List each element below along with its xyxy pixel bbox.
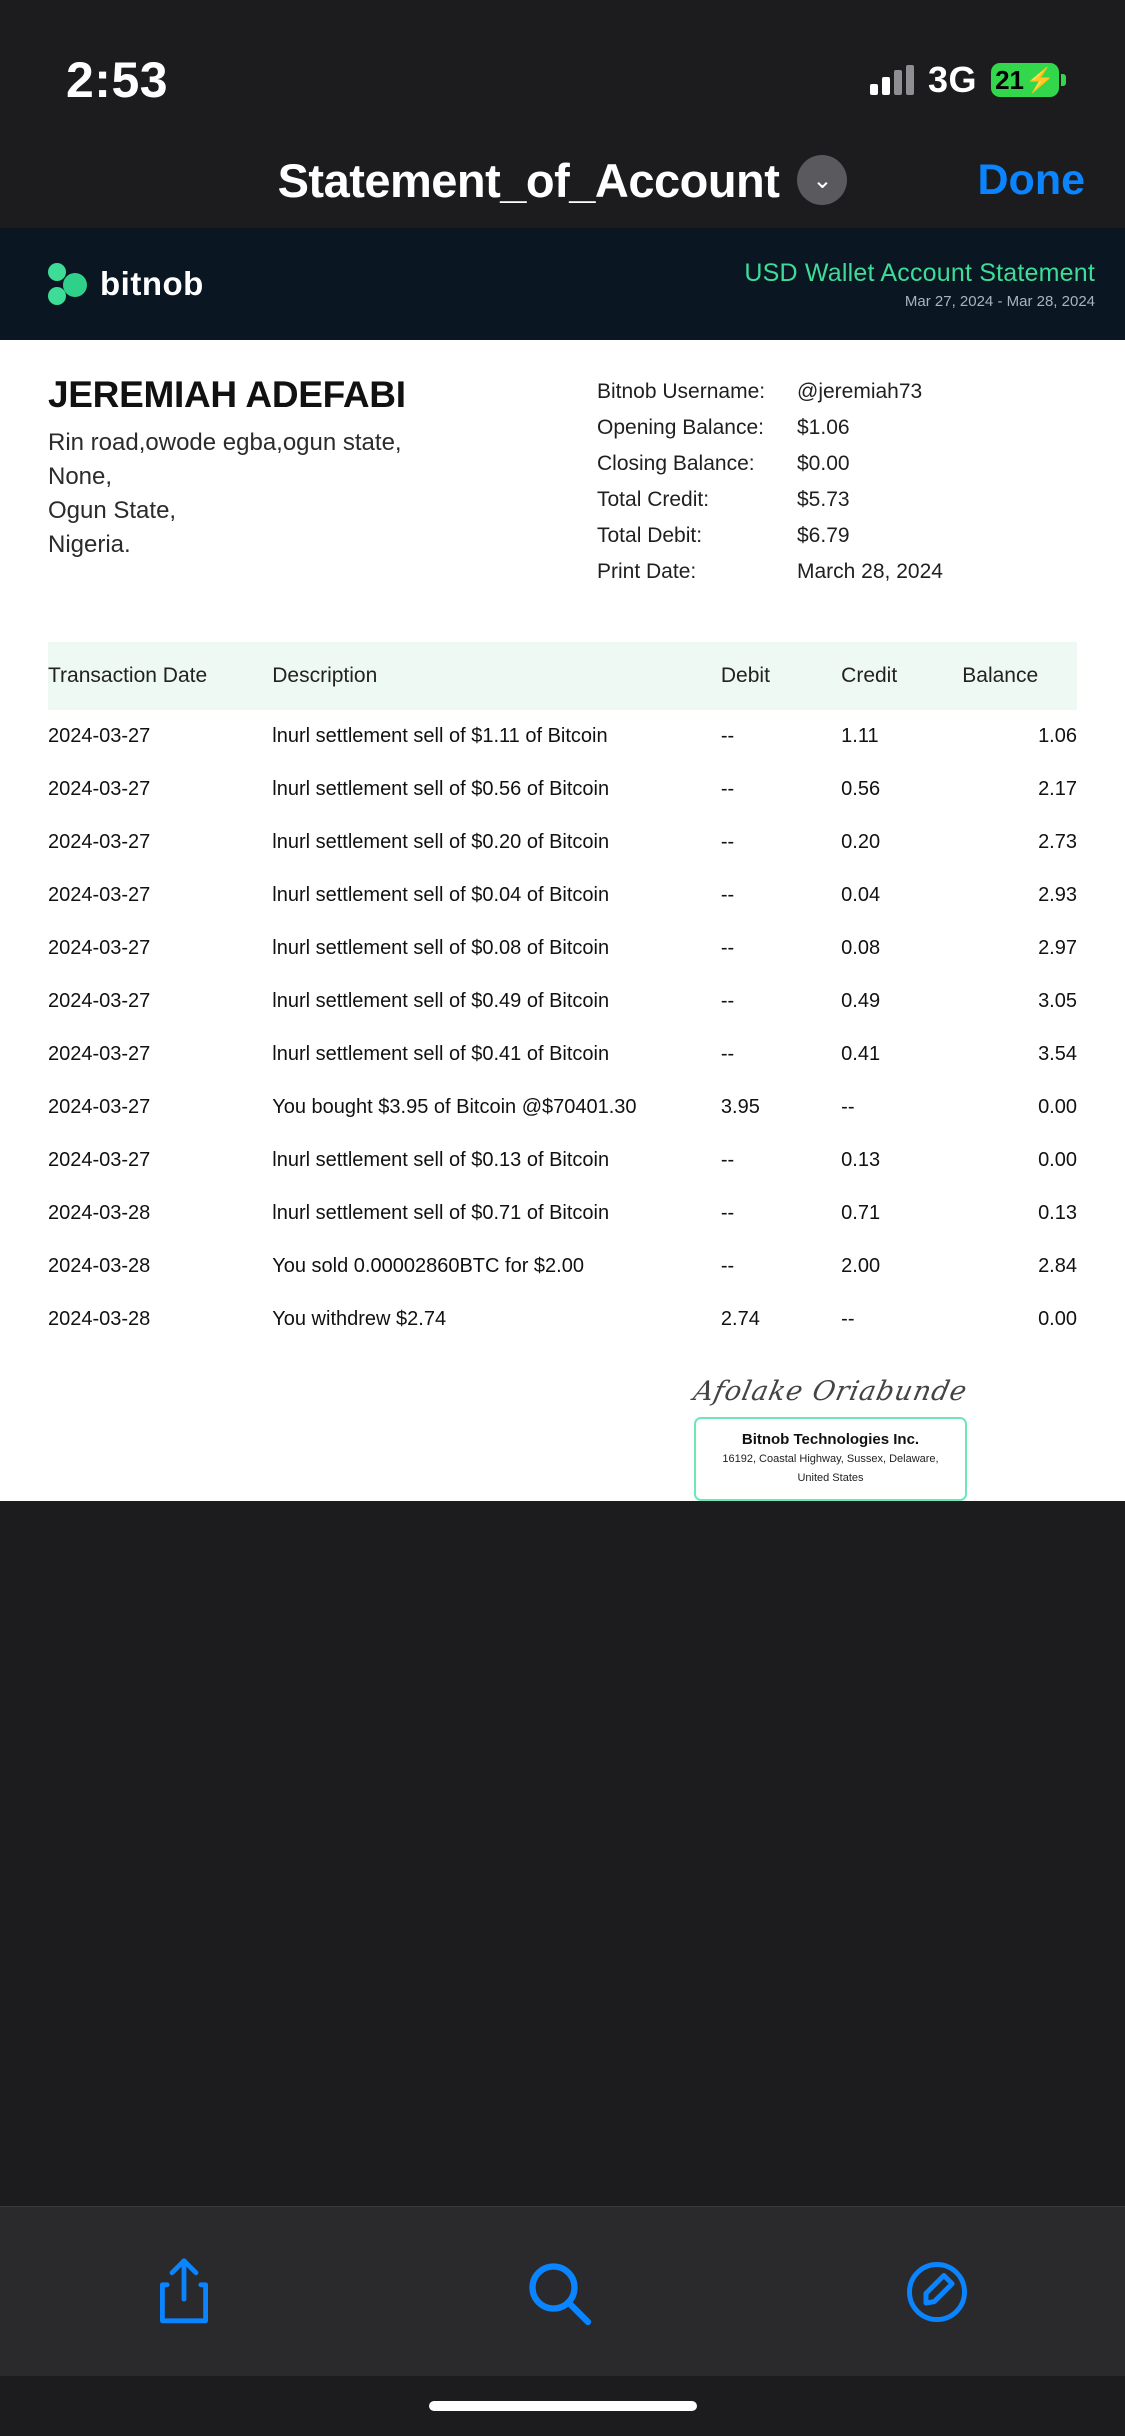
cell-debit: --	[720, 1202, 735, 1224]
column-header-description: Description	[272, 642, 721, 710]
summary-row-print-date	[597, 560, 1077, 584]
summary-row-opening-balance	[597, 416, 1077, 440]
cell-credit: --	[841, 1308, 855, 1330]
cell-description: lnurl settlement sell of $0.13 of Bitcoin	[272, 1149, 610, 1171]
customer-name: JEREMIAH ADEFABI	[48, 374, 406, 415]
cell-credit: 0.41	[841, 1043, 881, 1065]
status-indicators	[870, 59, 1059, 101]
table-row	[48, 1028, 1077, 1081]
address-line: None,	[48, 463, 113, 491]
cell-description: lnurl settlement sell of $1.11 of Bitcoin	[272, 725, 608, 747]
company-stamp	[694, 1417, 967, 1501]
done-button[interactable]: Done	[977, 155, 1085, 204]
charging-bolt-icon: ⚡	[1025, 66, 1055, 94]
cell-date: 2024-03-28	[48, 1308, 151, 1330]
cell-debit: 3.95	[720, 1096, 760, 1118]
cell-balance: 3.05	[1038, 990, 1077, 1012]
brand-name: bitnob	[100, 265, 204, 302]
cell-description: lnurl settlement sell of $0.49 of Bitcoin	[272, 990, 610, 1012]
page-title: Statement_of_Account	[277, 153, 780, 207]
home-indicator[interactable]	[429, 2401, 697, 2411]
cell-balance: 2.17	[1038, 778, 1077, 800]
summary-value: @jeremiah73	[797, 380, 923, 403]
table-row	[48, 922, 1077, 975]
summary-label: Total Credit:	[597, 488, 710, 511]
cell-debit: --	[720, 937, 735, 959]
cell-description: lnurl settlement sell of $0.08 of Bitcoin	[272, 937, 610, 959]
cell-balance: 3.54	[1038, 1043, 1077, 1065]
cell-date: 2024-03-27	[48, 831, 151, 853]
cell-date: 2024-03-27	[48, 937, 151, 959]
cell-balance: 0.00	[1038, 1149, 1077, 1171]
cell-credit: 0.04	[841, 884, 881, 906]
nav-center-group	[278, 153, 848, 208]
cell-credit: 0.56	[841, 778, 881, 800]
cell-debit: --	[720, 1149, 735, 1171]
statement-date-range: Mar 27, 2024 - Mar 28, 2024	[904, 292, 1095, 310]
document-viewer[interactable]	[0, 228, 1125, 1501]
customer-block	[48, 374, 406, 596]
address-line: Rin road,owode egba,ogun state,	[48, 429, 402, 456]
cell-date: 2024-03-28	[48, 1255, 151, 1277]
markup-pen-icon[interactable]	[904, 2259, 970, 2325]
cell-description: lnurl settlement sell of $0.20 of Bitcoin	[272, 831, 610, 853]
cell-debit: --	[720, 1255, 735, 1277]
signature-stamp-area	[48, 1376, 1077, 1501]
table-row	[48, 1240, 1077, 1293]
battery-level-label: 21	[995, 64, 1025, 95]
summary-row-total-debit	[597, 524, 1077, 548]
cell-balance: 0.00	[1038, 1096, 1077, 1118]
summary-label: Total Debit:	[597, 524, 703, 547]
share-icon[interactable]	[155, 2256, 213, 2328]
cell-date: 2024-03-27	[48, 1149, 151, 1171]
navigation-bar	[0, 132, 1125, 228]
table-row	[48, 869, 1077, 922]
cell-debit: --	[720, 1043, 735, 1065]
home-indicator-area	[0, 2376, 1125, 2436]
cell-debit: --	[720, 990, 735, 1012]
customer-address	[48, 426, 406, 562]
table-header-row	[48, 642, 1077, 710]
summary-label: Closing Balance:	[597, 452, 755, 475]
cell-balance: 2.84	[1038, 1255, 1077, 1277]
table-row	[48, 1293, 1077, 1346]
bitnob-logo	[48, 263, 204, 305]
cell-credit: --	[841, 1096, 855, 1118]
cell-description: lnurl settlement sell of $0.04 of Bitcoin	[272, 884, 610, 906]
summary-value: $0.00	[797, 452, 850, 475]
table-body	[48, 710, 1077, 1346]
cell-debit: --	[720, 831, 735, 853]
cell-balance: 2.97	[1038, 937, 1077, 959]
table-row	[48, 763, 1077, 816]
statement-header	[0, 228, 1125, 340]
summary-value: $5.73	[797, 488, 850, 511]
cell-description: You sold 0.00002860BTC for $2.00	[272, 1255, 584, 1277]
cell-debit: --	[720, 884, 735, 906]
table-row	[48, 816, 1077, 869]
cell-date: 2024-03-27	[48, 1043, 151, 1065]
cell-description: lnurl settlement sell of $0.41 of Bitcoin	[272, 1043, 610, 1065]
cell-balance: 0.13	[1038, 1202, 1077, 1224]
status-time: 2:53	[66, 52, 169, 108]
column-header-date: Transaction Date	[48, 642, 272, 710]
cell-date: 2024-03-27	[48, 1096, 151, 1118]
cell-credit: 0.71	[841, 1202, 881, 1224]
summary-value: March 28, 2024	[797, 560, 943, 583]
bottom-toolbar	[0, 2206, 1125, 2376]
chevron-down-icon[interactable]: ⌄	[797, 155, 847, 205]
cell-description: You bought $3.95 of Bitcoin @$70401.30	[272, 1096, 637, 1118]
cell-date: 2024-03-27	[48, 778, 151, 800]
cell-debit: 2.74	[720, 1308, 760, 1330]
cell-credit: 0.49	[841, 990, 881, 1012]
summary-row-total-credit	[597, 488, 1077, 512]
account-summary	[597, 380, 1077, 596]
cell-date: 2024-03-27	[48, 884, 151, 906]
summary-label: Print Date:	[597, 560, 697, 583]
summary-row-username	[597, 380, 1077, 404]
company-address-line-1: 16192, Coastal Highway, Sussex, Delaware,	[722, 1453, 939, 1465]
company-name: Bitnob Technologies Inc.	[741, 1431, 920, 1448]
summary-label: Opening Balance:	[597, 416, 764, 439]
table-row	[48, 1134, 1077, 1187]
cell-credit: 0.13	[841, 1149, 881, 1171]
table-row	[48, 710, 1077, 763]
cell-credit: 1.11	[841, 725, 879, 747]
status-bar	[0, 0, 1125, 132]
cellular-bars-icon	[870, 65, 914, 95]
address-line: Ogun State,	[48, 497, 177, 525]
table-row	[48, 1081, 1077, 1134]
cell-balance: 2.73	[1038, 831, 1077, 853]
search-icon[interactable]	[522, 2256, 594, 2328]
cell-date: 2024-03-27	[48, 990, 151, 1012]
cell-description: You withdrew $2.74	[272, 1308, 447, 1330]
column-header-balance: Balance	[962, 642, 1077, 710]
cell-balance: 2.93	[1038, 884, 1077, 906]
summary-label: Bitnob Username:	[597, 380, 766, 403]
battery-indicator	[991, 63, 1059, 97]
signature: Afolake Oriabunde	[690, 1376, 971, 1407]
column-header-credit: Credit	[841, 642, 962, 710]
cell-debit: --	[720, 725, 735, 747]
bitnob-mark-icon	[48, 263, 88, 305]
cell-description: lnurl settlement sell of $0.71 of Bitcoin	[272, 1202, 610, 1224]
cell-credit: 0.20	[841, 831, 881, 853]
cell-credit: 0.08	[841, 937, 881, 959]
cell-debit: --	[720, 778, 735, 800]
column-header-debit: Debit	[721, 642, 841, 710]
statement-header-right	[744, 259, 1095, 310]
company-address-line-2: United States	[797, 1472, 864, 1485]
summary-value: $1.06	[797, 416, 850, 439]
address-line: Nigeria.	[48, 531, 131, 559]
statement-title: USD Wallet Account Statement	[744, 258, 1095, 287]
table-header	[48, 642, 1077, 710]
stamp-inner	[690, 1376, 971, 1501]
cell-date: 2024-03-27	[48, 725, 151, 747]
statement-body	[0, 340, 1125, 1501]
cell-balance: 1.06	[1038, 725, 1077, 747]
summary-value: $6.79	[797, 524, 850, 547]
cell-credit: 2.00	[841, 1255, 881, 1277]
summary-row-closing-balance	[597, 452, 1077, 476]
cell-balance: 0.00	[1038, 1308, 1077, 1330]
table-row	[48, 975, 1077, 1028]
cell-description: lnurl settlement sell of $0.56 of Bitcoin	[272, 778, 610, 800]
transactions-table	[48, 642, 1077, 1346]
customer-and-meta	[48, 374, 1077, 596]
network-type-label: 3G	[927, 59, 977, 100]
empty-area	[0, 1501, 1125, 2206]
table-row	[48, 1187, 1077, 1240]
cell-date: 2024-03-28	[48, 1202, 151, 1224]
